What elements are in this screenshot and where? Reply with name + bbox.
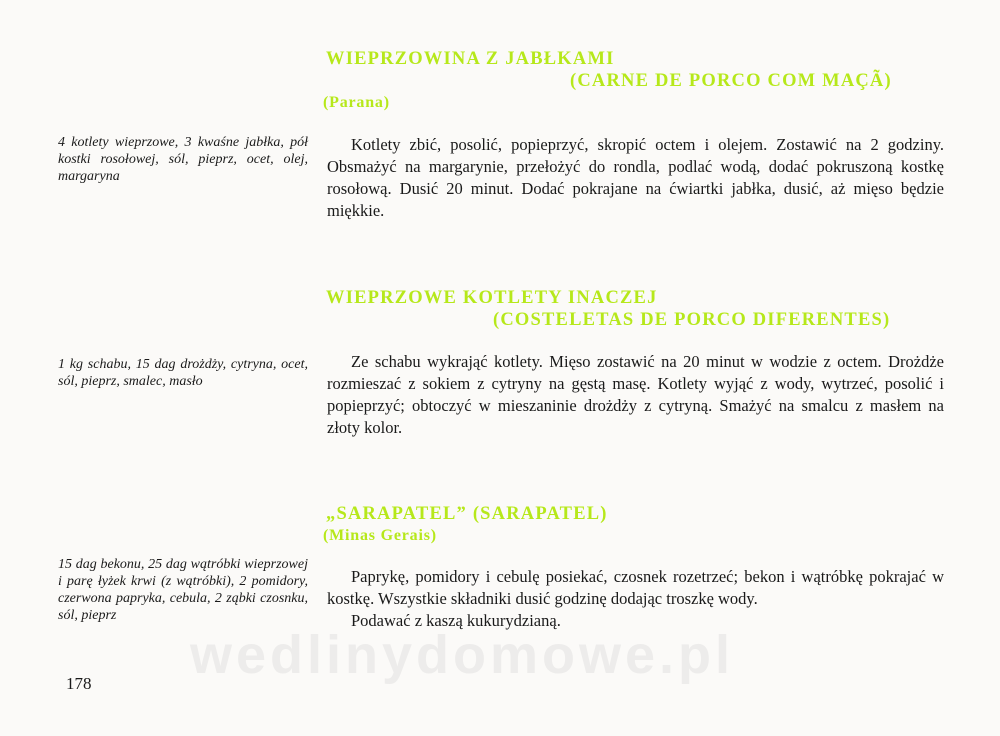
recipe-3-paragraph-1: Paprykę, pomidory i cebulę posiekać, czosnek rozetrzeć; bekon i wątróbkę pokrajać w kostkę. Wszystkie składniki dusić godzinę dodając troszkę wody. [327, 567, 944, 608]
recipe-2-title-pl: WIEPRZOWE KOTLETY INACZEJ [326, 288, 658, 308]
recipe-2-instructions [327, 351, 944, 439]
recipe-3-title: „SARAPATEL” (SARAPATEL) [326, 504, 608, 524]
recipe-1-title-pt: (CARNE DE PORCO COM MAÇÃ) [570, 71, 892, 91]
recipe-1-paragraph: Kotlety zbić, posolić, popieprzyć, skropić octem i olejem. Zostawić na 2 godziny. Obsmażyć na margarynie, przełożyć do rondla, podlać wodą, dodać pokruszoną kostkę rosołową. Dusić 20 minut. Dodać pokrajane na ćwiartki jabłka, dusić, aż mięso będzie miękkie. [327, 135, 944, 220]
recipe-2-title-pt: (COSTELETAS DE PORCO DIFERENTES) [493, 310, 891, 330]
recipe-1-title-pl: WIEPRZOWINA Z JABŁKAMI [326, 49, 615, 69]
recipe-1-ingredients: 4 kotlety wieprzowe, 3 kwaśne jabłka, pół kostki rosołowej, sól, pieprz, ocet, olej, margaryna [58, 135, 308, 184]
recipe-3-region: (Minas Gerais) [323, 527, 437, 544]
recipe-3-instructions [327, 566, 944, 632]
watermark: wedlinydomowe.pl [190, 625, 735, 685]
recipe-1-instructions [327, 134, 944, 222]
recipe-3-ingredients: 15 dag bekonu, 25 dag wątróbki wieprzowej i parę łyżek krwi (z wątróbki), 2 pomidory, czerwona papryka, cebula, 2 ząbki czosnku, sól, pieprz [58, 557, 308, 623]
recipe-3-paragraph-2: Podawać z kaszą kukurydzianą. [351, 611, 561, 630]
recipe-2-ingredients: 1 kg schabu, 15 dag drożdży, cytryna, ocet, sól, pieprz, smalec, masło [58, 357, 308, 389]
page-number: 178 [66, 674, 92, 693]
recipe-2-paragraph: Ze schabu wykrająć kotlety. Mięso zostawić na 20 minut w wodzie z octem. Drożdże rozmieszać z sokiem z cytryny na gęstą masę. Kotlety wyjąć z wody, wytrzeć, posolić i popieprzyć; obtoczyć w mieszaninie drożdży z cytryną. Smażyć na smalcu z masłem na złoty kolor. [327, 352, 944, 437]
recipe-1-region: (Parana) [323, 94, 390, 111]
